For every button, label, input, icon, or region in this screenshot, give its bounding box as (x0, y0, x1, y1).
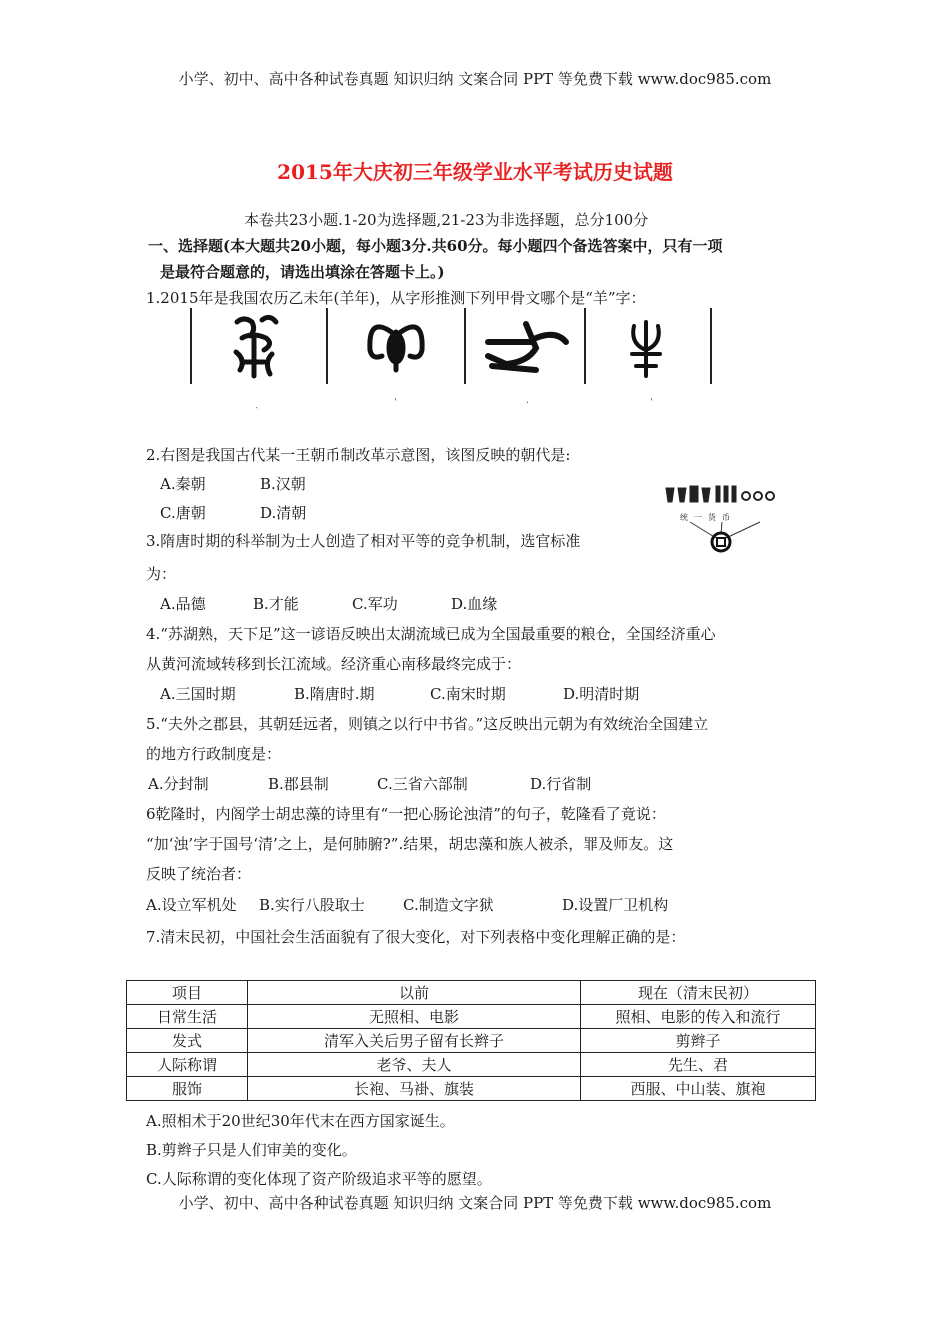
table-cell: 服饰 (127, 1077, 248, 1101)
question-5-stem-1: 5.“夫外之郡县，其朝廷远者，则镇之以行中书省。”这反映出元朝为有效统治全国建立 (146, 715, 709, 733)
question-6-option-c: C.制造文字狱 (403, 896, 494, 914)
question-4-option-c: C.南宋时期 (430, 685, 506, 703)
question-6-option-a: A.设立军机处 (146, 896, 237, 914)
figure-caption: 统一货币 (680, 513, 736, 522)
page-title: 2015年大庆初三年级学业水平考试历史试题 (277, 160, 673, 184)
table-cell: 长袍、马褂、旗装 (248, 1077, 581, 1101)
oracle-character-a (190, 308, 328, 384)
question-3-stem-1: 3.隋唐时期的科举制为士人创造了相对平等的竞争机制，选官标准 (146, 532, 581, 550)
question-2-option-d: D.清朝 (260, 504, 307, 522)
oracle-glyph-a-icon (192, 308, 326, 384)
question-2-option-c: C.唐朝 (160, 504, 206, 522)
question-2-option-a: A.秦朝 (160, 475, 206, 493)
table-header-cell: 项目 (127, 981, 248, 1005)
question-7-option-a: A.照相术于20世纪30年代末在西方国家诞生。 (146, 1112, 455, 1130)
question-4-option-a: A.三国时期 (160, 685, 236, 703)
table-header-cell: 现在（清末民初） (581, 981, 816, 1005)
question-6-stem-3: 反映了统治者： (146, 865, 252, 883)
page-header: 小学、初中、高中各种试卷真题 知识归纳 文案合同 PPT 等免费下载 www.doc985.com (178, 70, 772, 88)
question-3-option-a: A.品德 (160, 595, 206, 613)
oracle-glyph-d-icon (586, 308, 710, 384)
question-5-option-b: B.郡县制 (268, 775, 329, 793)
question-4-stem-1: 4.“苏湖熟，天下足”这一谚语反映出太湖流域已成为全国最重要的粮仓，全国经济重心 (146, 625, 716, 643)
question-5-option-c: C.三省六部制 (377, 775, 468, 793)
table-row (127, 1053, 816, 1077)
table-header-cell: 以前 (248, 981, 581, 1005)
table-cell: 人际称谓 (127, 1053, 248, 1077)
question-6-option-d: D.设置厂卫机构 (562, 896, 669, 914)
oracle-character-c (464, 308, 586, 384)
exam-subtitle: 本卷共23小题.1-20为选择题,21-23为非选择题，总分100分 (244, 211, 649, 229)
currency-reform-figure (660, 480, 790, 556)
table-header-row (127, 981, 816, 1005)
page-footer: 小学、初中、高中各种试卷真题 知识归纳 文案合同 PPT 等免费下载 www.doc985.com (178, 1194, 772, 1212)
question-6-stem-2: “加‘浊’字于国号‘清’之上，是何肺腑?”.结果，胡忠藻和族人被杀，罪及师友。这 (146, 835, 674, 853)
table-cell: 照相、电影的传入和流行 (581, 1005, 816, 1029)
section-heading-line2: 是最符合题意的，请选出填涂在答题卡上。) (160, 263, 445, 281)
table-cell: 先生、君 (581, 1053, 816, 1077)
table-cell: 清军入关后男子留有长辫子 (248, 1029, 581, 1053)
question-4-stem-2: 从黄河流域转移到长江流域。经济重心南移最终完成于： (146, 655, 522, 673)
question-6-option-b: B.实行八股取士 (259, 896, 365, 914)
question-3-option-d: D.血缘 (451, 595, 498, 613)
table-cell: 老爷、夫人 (248, 1053, 581, 1077)
table-row (127, 1005, 816, 1029)
table-cell: 剪辫子 (581, 1029, 816, 1053)
table-cell: 西服、中山装、旗袍 (581, 1077, 816, 1101)
oracle-glyph-b-icon (328, 308, 464, 384)
tick-mark: ˈ (394, 398, 397, 409)
tick-mark: ˎ (255, 398, 259, 409)
oracle-character-b (326, 308, 466, 384)
tick-mark: ˈ (650, 398, 653, 409)
question-3-option-c: C.军功 (352, 595, 398, 613)
question-3-stem-2: 为： (146, 565, 177, 583)
comparison-table (126, 980, 816, 1101)
question-5-option-a: A.分封制 (148, 775, 209, 793)
question-1-stem: 1.2015年是我国农历乙未年(羊年)，从字形推测下列甲骨文哪个是“羊”字： (146, 289, 646, 307)
table-row (127, 1029, 816, 1053)
oracle-bone-figure (190, 308, 712, 384)
question-3-option-b: B.才能 (253, 595, 299, 613)
oracle-glyph-c-icon (466, 308, 584, 384)
question-6-stem-1: 6乾隆时，内阁学士胡忠藻的诗里有“一把心肠论浊清”的句子，乾隆看了竟说： (146, 805, 666, 823)
question-5-option-d: D.行省制 (530, 775, 592, 793)
table-cell: 日常生活 (127, 1005, 248, 1029)
section-heading-line1: 一、选择题(本大题共20小题，每小题3分.共60分。每小题四个备选答案中，只有一项 (148, 237, 723, 255)
question-4-option-b: B.隋唐时.期 (294, 685, 375, 703)
question-2-stem: 2.右图是我国古代某一王朝币制改革示意图，该图反映的朝代是: (146, 446, 571, 464)
tick-mark: · (526, 398, 530, 409)
question-5-stem-2: 的地方行政制度是： (146, 745, 282, 763)
question-7-option-b: B.剪辫子只是人们审美的变化。 (146, 1141, 357, 1159)
table-cell: 发式 (127, 1029, 248, 1053)
question-4-option-d: D.明清时期 (563, 685, 640, 703)
table-row (127, 1077, 816, 1101)
table-cell: 无照相、电影 (248, 1005, 581, 1029)
question-7-stem: 7.清末民初，中国社会生活面貌有了很大变化，对下列表格中变化理解正确的是： (146, 928, 686, 946)
question-7-option-c: C.人际称谓的变化体现了资产阶级追求平等的愿望。 (146, 1170, 492, 1188)
oracle-character-d (584, 308, 712, 384)
question-2-option-b: B.汉朝 (260, 475, 306, 493)
